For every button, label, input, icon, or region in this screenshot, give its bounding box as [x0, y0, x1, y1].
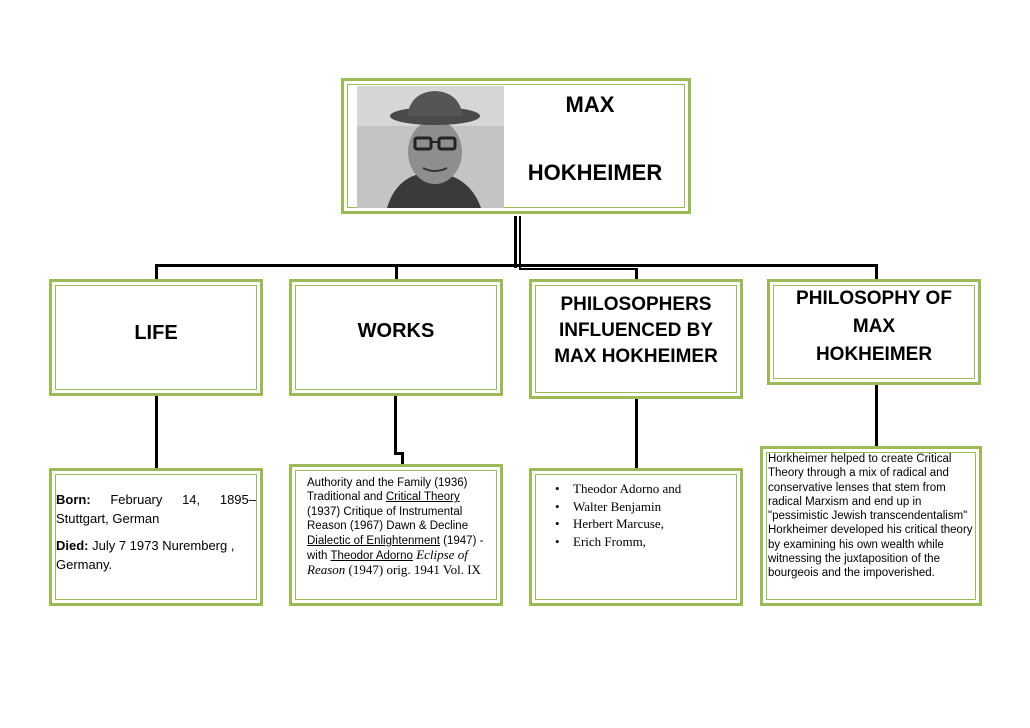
connector-life-down [155, 394, 158, 470]
works-text-2: (1937) Critique of Instrumental Reason (1967) Dawn & Decline [307, 505, 469, 533]
died-text: July 7 1973 Nuremberg , Germany. [56, 538, 235, 572]
connector-inner-bus [519, 268, 637, 270]
life-born [56, 490, 256, 528]
philosophy-line-3: HOKHEIMER [815, 344, 933, 365]
title-line-2-text: HOKHEIMER [527, 160, 663, 185]
list-item: • Herbert Marcuse, [547, 515, 737, 533]
list-item: • Theodor Adorno and [547, 480, 737, 498]
influenced-line-3: MAX HOKHEIMER [554, 346, 718, 367]
category-philosophy-label [767, 285, 981, 369]
link-critical-theory[interactable]: Critical Theory [385, 491, 460, 504]
works-text-3: (1947) - with [307, 534, 484, 563]
works-eclipse-of-reason: Eclipse of Reason [307, 547, 468, 578]
portrait-illustration [357, 86, 504, 208]
portrait-photo [357, 86, 504, 208]
link-theodor-adorno[interactable]: Theodor Adorno [330, 550, 413, 563]
influenced-list [547, 480, 737, 550]
category-influenced-label [529, 292, 743, 370]
connector-horizontal-bus [155, 264, 877, 267]
connector-influenced-down [635, 398, 638, 468]
life-details [56, 490, 256, 574]
philosophy-details: Horkheimer helped to create Critical Theory through a mix of radical and conservative lenses that stem from radical Marxism and end up in "pessimistic Jewish transcendentalism" Horkheimer developed his critical theory by examining his own wealth while witnessing the juxtaposition of the bourgeois and the impoverished. [768, 453, 973, 580]
connector-title-down [514, 216, 517, 268]
philosophy-line-2: MAX [852, 316, 896, 337]
category-life-label: LIFE [134, 322, 178, 344]
philosophy-line-1: PHILOSOPHY OF [796, 288, 952, 309]
category-works-label: WORKS [357, 320, 435, 342]
works-text-5: (1947) orig. 1941 Vol. IX [345, 562, 481, 578]
born-label: Born: [56, 492, 91, 507]
connector-works-down [394, 394, 397, 452]
link-dialectic-of-enlightenment[interactable]: Dialectic of Enlightenment [307, 534, 440, 547]
list-item: • Walter Benjamin [547, 498, 737, 516]
title-line-1: MAX [565, 92, 615, 117]
works-text-1: Authority and the Family (1936) Traditional and [307, 477, 468, 504]
connector-philosophy-down [875, 384, 878, 448]
list-item: • Erich Fromm, [547, 533, 737, 551]
died-label: Died: [56, 538, 89, 553]
life-died [56, 536, 256, 574]
title-line-2 [505, 160, 685, 186]
works-details [307, 476, 493, 579]
born-text: February 14, 1895–Stuttgart, German [56, 492, 256, 526]
influenced-line-1: PHILOSOPHERS [560, 294, 712, 315]
influenced-line-2: INFLUENCED BY [558, 320, 714, 341]
connector-title-down-inner [519, 216, 521, 270]
